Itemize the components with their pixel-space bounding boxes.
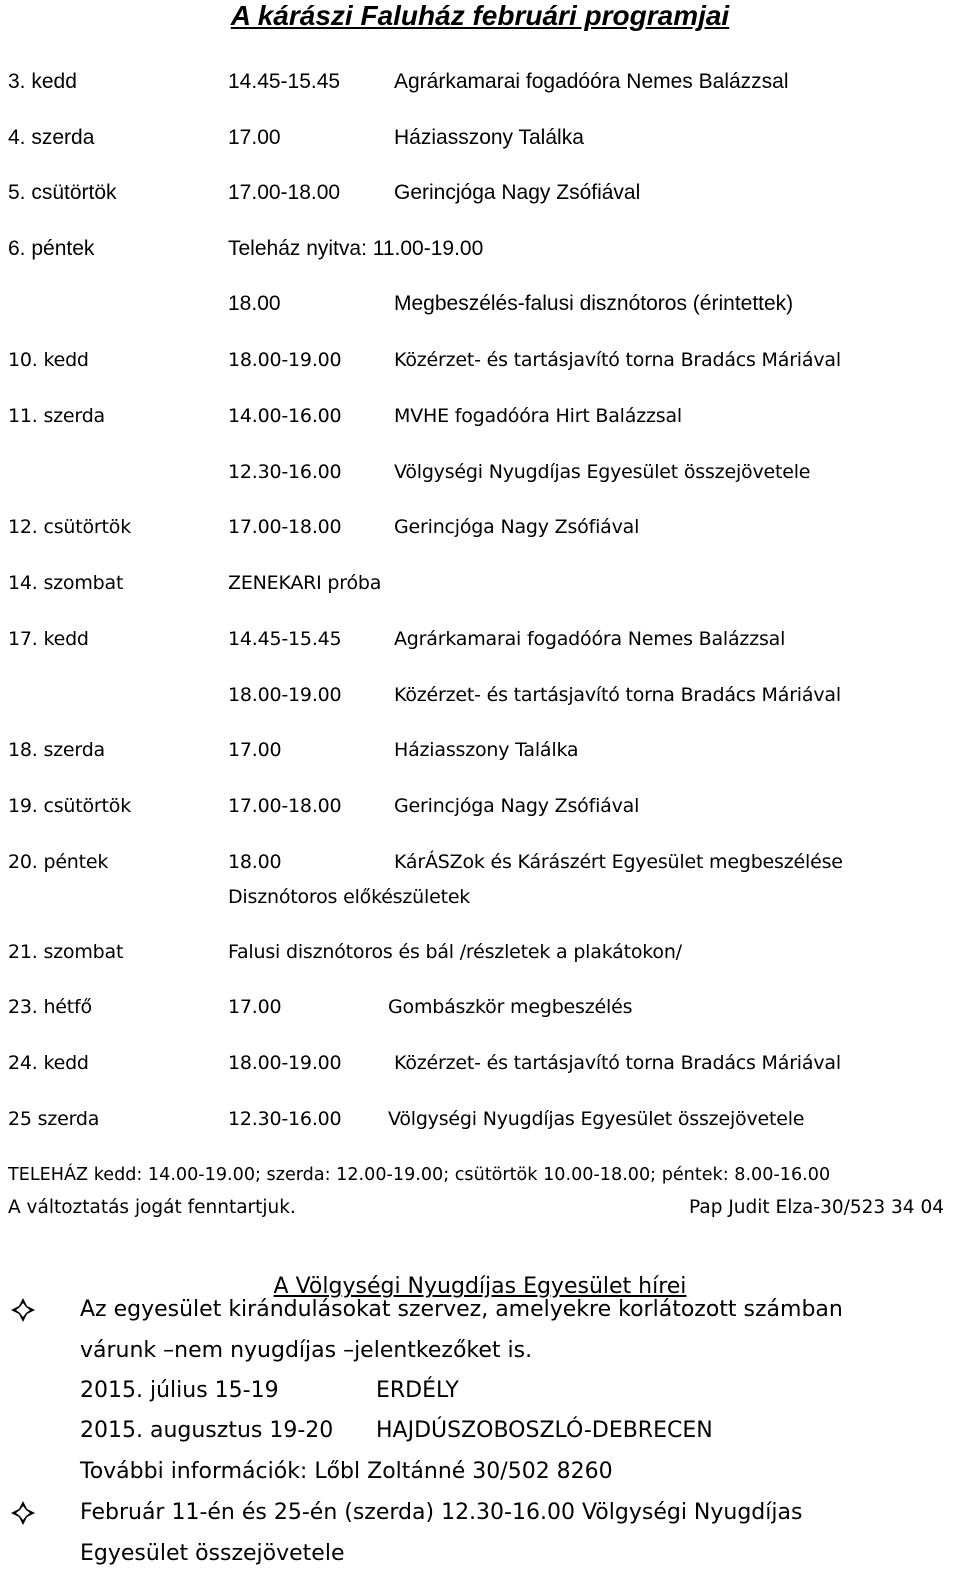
schedule-row — [0, 567, 960, 599]
row-time: 17.00 — [228, 739, 282, 761]
news-item-2-line-1: Február 11-én és 25-én (szerda) 12.30-16.00 Völgységi Nyugdíjas — [80, 1500, 803, 1525]
schedule-row — [0, 936, 960, 968]
row-time: 17.00-18.00 — [228, 516, 342, 538]
row-desc: Agrárkamarai fogadóóra Nemes Balázzsal — [394, 628, 786, 650]
schedule-row — [0, 1103, 960, 1135]
trip-place: ERDÉLY — [376, 1378, 459, 1403]
trip-date: 2015. augusztus 19-20 — [80, 1418, 334, 1443]
row-time: 18.00-19.00 — [228, 684, 342, 706]
row-time: 12.30-16.00 — [228, 461, 342, 483]
row-desc: Gerincjóga Nagy Zsófiával — [394, 181, 641, 204]
schedule-row — [0, 991, 960, 1023]
footer-line — [8, 1193, 952, 1223]
trip-row — [80, 1371, 459, 1411]
row-day: 20. péntek — [8, 851, 109, 873]
schedule-row — [0, 400, 960, 432]
row-desc: Megbeszélés-falusi disznótoros (érintettek) — [394, 292, 794, 315]
row-desc: Agrárkamarai fogadóóra Nemes Balázzsal — [394, 70, 789, 93]
row-desc: Völgységi Nyugdíjas Egyesület összejövetele — [388, 1108, 805, 1130]
trip-date: 2015. július 15-19 — [80, 1378, 279, 1403]
row-day: 14. szombat — [8, 572, 124, 594]
row-day: 19. csütörtök — [8, 795, 132, 817]
row-day: 23. hétfő — [8, 996, 92, 1018]
news-info: További információk: Lőbl Zoltánné 30/502 8260 — [80, 1459, 613, 1484]
row-desc: KárÁSZok és Kárászért Egyesület megbeszélése — [394, 851, 843, 873]
row-time: 14.45-15.45 — [228, 628, 342, 650]
news-item-1-line-1: Az egyesület kirándulásokat szervez, amelyekre korlátozott számban — [80, 1297, 843, 1322]
diamond-bullet-icon — [10, 1500, 36, 1526]
row-time: Teleház nyitva: 11.00-19.00 — [228, 237, 484, 260]
row-desc: Völgységi Nyugdíjas Egyesület összejövetele — [394, 461, 811, 483]
row-desc: Gerincjóga Nagy Zsófiával — [394, 516, 640, 538]
schedule-row — [0, 177, 960, 209]
row-time: 17.00-18.00 — [228, 181, 341, 204]
schedule-row — [0, 790, 960, 822]
row-day: 12. csütörtök — [8, 516, 132, 538]
row-desc: Közérzet- és tartásjavító torna Bradács Máriával — [394, 684, 841, 706]
row-time: 18.00-19.00 — [228, 1052, 342, 1074]
schedule-row — [0, 288, 960, 320]
row-day: 5. csütörtök — [8, 181, 117, 204]
news-item-1-line-2: várunk –nem nyugdíjas –jelentkezőket is. — [80, 1338, 533, 1363]
row-desc: Háziasszony Találka — [394, 739, 579, 761]
row-day: 10. kedd — [8, 349, 89, 371]
schedule-row — [0, 344, 960, 376]
teleház-hours: TELEHÁZ kedd: 14.00-19.00; szerda: 12.00-19.00; csütörtök 10.00-18.00; péntek: 8.00-16.00 — [8, 1165, 831, 1185]
row-desc: Háziasszony Találka — [394, 126, 584, 149]
row-desc: MVHE fogadóóra Hirt Balázzsal — [394, 405, 682, 427]
row-subtext: Disznótoros előkészületek — [228, 886, 471, 908]
row-time: 18.00-19.00 — [228, 349, 342, 371]
row-day: 6. péntek — [8, 237, 95, 260]
row-day: 24. kedd — [8, 1052, 89, 1074]
row-time: 17.00-18.00 — [228, 795, 342, 817]
trip-place: HAJDÚSZOBOSZLÓ-DEBRECEN — [376, 1418, 713, 1443]
news-title: A Völgységi Nyugdíjas Egyesület hírei — [273, 1274, 687, 1299]
schedule-row — [0, 846, 960, 878]
row-time: 12.30-16.00 — [228, 1108, 342, 1130]
schedule-row — [0, 734, 960, 766]
trip-row — [80, 1411, 713, 1451]
row-day: 25 szerda — [8, 1108, 100, 1130]
row-time: 18.00 — [228, 292, 281, 315]
row-time: Falusi disznótoros és bál /részletek a plakátokon/ — [228, 941, 682, 963]
row-time: 17.00 — [228, 996, 282, 1018]
schedule-row — [0, 511, 960, 543]
schedule-row — [0, 456, 960, 488]
row-desc: Gombászkör megbeszélés — [388, 996, 633, 1018]
diamond-bullet-icon — [10, 1297, 36, 1323]
row-day: 3. kedd — [8, 70, 77, 93]
schedule-row-continuation — [0, 881, 960, 913]
row-time: 14.00-16.00 — [228, 405, 342, 427]
row-day: 18. szerda — [8, 739, 105, 761]
disclaimer: A változtatás jogát fenntartjuk. — [8, 1197, 296, 1218]
row-time: 18.00 — [228, 851, 282, 873]
schedule-row — [0, 233, 960, 265]
row-day: 4. szerda — [8, 126, 95, 149]
row-desc: Gerincjóga Nagy Zsófiával — [394, 795, 640, 817]
row-desc: Közérzet- és tartásjavító torna Bradács Máriával — [394, 1052, 841, 1074]
row-day: 21. szombat — [8, 941, 124, 963]
row-desc: Közérzet- és tartásjavító torna Bradács Máriával — [394, 349, 841, 371]
page-title: A kárászi Faluház februári programjai — [230, 0, 730, 31]
row-day: 11. szerda — [8, 405, 105, 427]
row-time: 17.00 — [228, 126, 281, 149]
contact-info: Pap Judit Elza-30/523 34 04 — [689, 1197, 944, 1218]
schedule-row — [0, 1047, 960, 1079]
schedule-row — [0, 623, 960, 655]
schedule-row — [0, 122, 960, 154]
row-day: 17. kedd — [8, 628, 89, 650]
schedule-row — [0, 679, 960, 711]
row-time: 14.45-15.45 — [228, 70, 341, 93]
news-item-2-line-2: Egyesület összejövetele — [80, 1541, 345, 1566]
schedule-row — [0, 66, 960, 98]
row-time: ZENEKARI próba — [228, 572, 382, 594]
